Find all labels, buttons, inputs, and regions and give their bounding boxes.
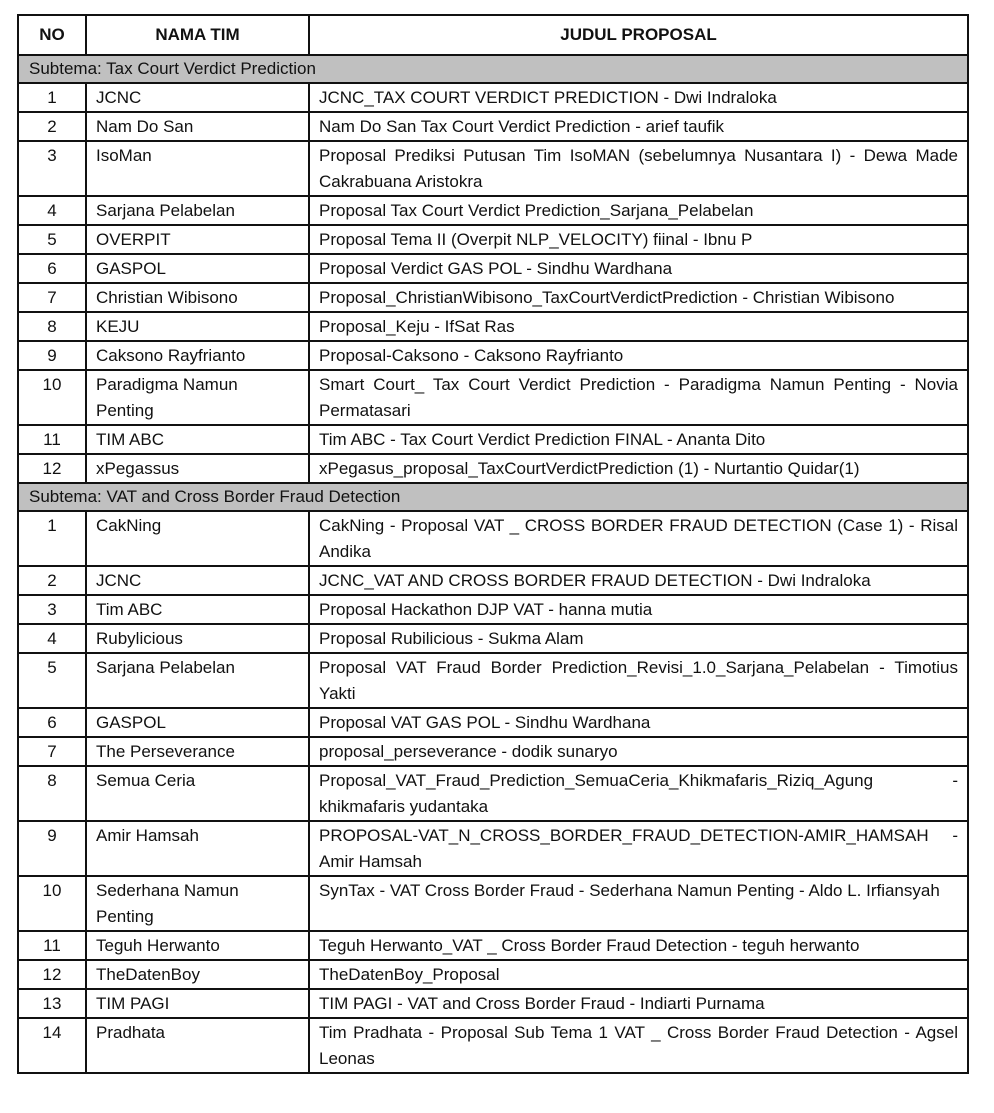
proposal-title: Smart Court_ Tax Court Verdict Prediction - Paradigma Namun Penting - Novia Permatasari (309, 370, 968, 425)
proposal-title: Proposal_VAT_Fraud_Prediction_SemuaCeria_Khikmafaris_Riziq_Agung - khikmafaris yudantaka (309, 766, 968, 821)
proposal-title: JCNC_TAX COURT VERDICT PREDICTION - Dwi Indraloka (309, 83, 968, 112)
subtheme-label: Subtema: VAT and Cross Border Fraud Detection (18, 483, 968, 511)
proposal-title: Proposal Rubilicious - Sukma Alam (309, 624, 968, 653)
team-name: CakNing (86, 511, 309, 566)
header-no: NO (18, 15, 86, 55)
row-number: 6 (18, 254, 86, 283)
proposal-title: TheDatenBoy_Proposal (309, 960, 968, 989)
subtheme-label: Subtema: Tax Court Verdict Prediction (18, 55, 968, 83)
table-row (18, 112, 968, 141)
row-number: 8 (18, 312, 86, 341)
proposal-title: Proposal Verdict GAS POL - Sindhu Wardhana (309, 254, 968, 283)
row-number: 5 (18, 225, 86, 254)
row-number: 11 (18, 425, 86, 454)
team-name: Nam Do San (86, 112, 309, 141)
table-row (18, 595, 968, 624)
table-row (18, 624, 968, 653)
table-row (18, 708, 968, 737)
proposal-title: Nam Do San Tax Court Verdict Prediction - arief taufik (309, 112, 968, 141)
table-body (18, 55, 968, 1073)
table-row (18, 425, 968, 454)
row-number: 1 (18, 83, 86, 112)
team-name: Sarjana Pelabelan (86, 653, 309, 708)
team-name: GASPOL (86, 254, 309, 283)
team-name: IsoMan (86, 141, 309, 196)
table-row (18, 989, 968, 1018)
row-number: 12 (18, 960, 86, 989)
table-row (18, 283, 968, 312)
table-row (18, 876, 968, 931)
row-number: 3 (18, 141, 86, 196)
table-row (18, 312, 968, 341)
table-row (18, 454, 968, 483)
row-number: 6 (18, 708, 86, 737)
proposal-title: Proposal Prediksi Putusan Tim IsoMAN (sebelumnya Nusantara I) - Dewa Made Cakrabuana Aristokra (309, 141, 968, 196)
subtheme-row (18, 55, 968, 83)
team-name: The Perseverance (86, 737, 309, 766)
proposal-title: Proposal Tema II (Overpit NLP_VELOCITY) fiinal - Ibnu P (309, 225, 968, 254)
table-row (18, 370, 968, 425)
header-proposal-title: JUDUL PROPOSAL (309, 15, 968, 55)
table-row (18, 566, 968, 595)
table-row (18, 766, 968, 821)
subtheme-row (18, 483, 968, 511)
proposal-table (17, 14, 969, 1074)
proposal-title: proposal_perseverance - dodik sunaryo (309, 737, 968, 766)
row-number: 9 (18, 821, 86, 876)
proposal-title: Proposal Hackathon DJP VAT - hanna mutia (309, 595, 968, 624)
table-row (18, 737, 968, 766)
row-number: 2 (18, 112, 86, 141)
team-name: JCNC (86, 83, 309, 112)
row-number: 9 (18, 341, 86, 370)
row-number: 10 (18, 370, 86, 425)
proposal-title: CakNing - Proposal VAT _ CROSS BORDER FRAUD DETECTION (Case 1) - Risal Andika (309, 511, 968, 566)
row-number: 8 (18, 766, 86, 821)
table-row (18, 196, 968, 225)
row-number: 7 (18, 283, 86, 312)
proposal-title: Tim Pradhata - Proposal Sub Tema 1 VAT _ Cross Border Fraud Detection - Agsel Leonas (309, 1018, 968, 1073)
row-number: 7 (18, 737, 86, 766)
proposal-title: Tim ABC - Tax Court Verdict Prediction FINAL - Ananta Dito (309, 425, 968, 454)
proposal-title: Teguh Herwanto_VAT _ Cross Border Fraud Detection - teguh herwanto (309, 931, 968, 960)
row-number: 5 (18, 653, 86, 708)
proposal-title: Proposal VAT GAS POL - Sindhu Wardhana (309, 708, 968, 737)
table-row (18, 821, 968, 876)
team-name: TIM ABC (86, 425, 309, 454)
table-row (18, 225, 968, 254)
table-row (18, 341, 968, 370)
team-name: Semua Ceria (86, 766, 309, 821)
row-number: 3 (18, 595, 86, 624)
row-number: 13 (18, 989, 86, 1018)
table-row (18, 83, 968, 112)
proposal-title: SynTax - VAT Cross Border Fraud - Sederhana Namun Penting - Aldo L. Irfiansyah (309, 876, 968, 931)
proposal-title: PROPOSAL-VAT_N_CROSS_BORDER_FRAUD_DETECTION-AMIR_HAMSAH - Amir Hamsah (309, 821, 968, 876)
team-name: Amir Hamsah (86, 821, 309, 876)
header-row (18, 15, 968, 55)
team-name: Christian Wibisono (86, 283, 309, 312)
proposal-title: TIM PAGI - VAT and Cross Border Fraud - Indiarti Purnama (309, 989, 968, 1018)
row-number: 14 (18, 1018, 86, 1073)
row-number: 12 (18, 454, 86, 483)
header-team-name: NAMA TIM (86, 15, 309, 55)
table-row (18, 653, 968, 708)
team-name: Tim ABC (86, 595, 309, 624)
team-name: Teguh Herwanto (86, 931, 309, 960)
table-row (18, 141, 968, 196)
proposal-title: JCNC_VAT AND CROSS BORDER FRAUD DETECTION - Dwi Indraloka (309, 566, 968, 595)
table-row (18, 960, 968, 989)
proposal-title: Proposal Tax Court Verdict Prediction_Sarjana_Pelabelan (309, 196, 968, 225)
table-row (18, 254, 968, 283)
team-name: OVERPIT (86, 225, 309, 254)
team-name: Rubylicious (86, 624, 309, 653)
team-name: Sederhana Namun Penting (86, 876, 309, 931)
team-name: JCNC (86, 566, 309, 595)
team-name: Caksono Rayfrianto (86, 341, 309, 370)
table-row (18, 1018, 968, 1073)
row-number: 11 (18, 931, 86, 960)
team-name: xPegassus (86, 454, 309, 483)
team-name: TIM PAGI (86, 989, 309, 1018)
team-name: GASPOL (86, 708, 309, 737)
row-number: 10 (18, 876, 86, 931)
team-name: KEJU (86, 312, 309, 341)
row-number: 2 (18, 566, 86, 595)
team-name: Sarjana Pelabelan (86, 196, 309, 225)
team-name: TheDatenBoy (86, 960, 309, 989)
proposal-title: Proposal-Caksono - Caksono Rayfrianto (309, 341, 968, 370)
table-row (18, 931, 968, 960)
proposal-title: Proposal_Keju - IfSat Ras (309, 312, 968, 341)
proposal-title: Proposal VAT Fraud Border Prediction_Revisi_1.0_Sarjana_Pelabelan - Timotius Yakti (309, 653, 968, 708)
row-number: 4 (18, 196, 86, 225)
row-number: 4 (18, 624, 86, 653)
proposal-title: xPegasus_proposal_TaxCourtVerdictPrediction (1) - Nurtantio Quidar(1) (309, 454, 968, 483)
row-number: 1 (18, 511, 86, 566)
team-name: Paradigma Namun Penting (86, 370, 309, 425)
proposal-title: Proposal_ChristianWibisono_TaxCourtVerdictPrediction - Christian Wibisono (309, 283, 968, 312)
table-row (18, 511, 968, 566)
team-name: Pradhata (86, 1018, 309, 1073)
